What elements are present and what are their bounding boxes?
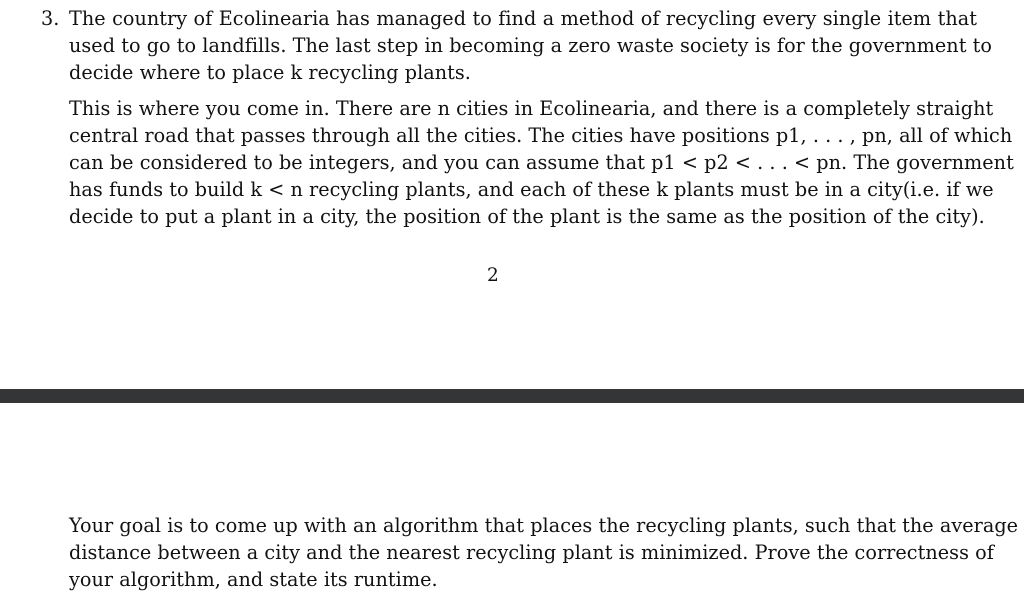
paragraph-1-line-1: The country of Ecolinearia has managed to find a method of recycling every single item that (69, 7, 977, 30)
paragraph-2-line-2: central road that passes through all the cities. The cities have positions p1, . . . , pn, all of which (69, 124, 1013, 147)
paragraph-3-line-3: your algorithm, and state its runtime. (69, 568, 438, 591)
paragraph-1-line-3: decide where to place k recycling plants. (69, 61, 471, 84)
paragraph-3-line-2: distance between a city and the nearest recycling plant is minimized. Prove the correctness of (69, 541, 994, 564)
paragraph-3-line-1: Your goal is to come up with an algorithm that places the recycling plants, such that the average (69, 514, 1019, 537)
paragraph-2-line-3: can be considered to be integers, and you can assume that p1 < p2 < . . . < pn. The government (69, 151, 1014, 174)
paragraph-1-line-2: used to go to landfills. The last step in becoming a zero waste society is for the government to (69, 34, 992, 57)
question-number: 3. (41, 7, 60, 30)
paragraph-2-line-5: decide to put a plant in a city, the position of the plant is the same as the position of the city). (69, 205, 985, 228)
page-break-divider (0, 389, 1024, 403)
paragraph-2-line-4: has funds to build k < n recycling plants, and each of these k plants must be in a city(i.e. if we (69, 178, 994, 201)
page-number: 2 (487, 265, 499, 286)
paragraph-2-line-1: This is where you come in. There are n cities in Ecolinearia, and there is a completely straight (69, 97, 994, 120)
